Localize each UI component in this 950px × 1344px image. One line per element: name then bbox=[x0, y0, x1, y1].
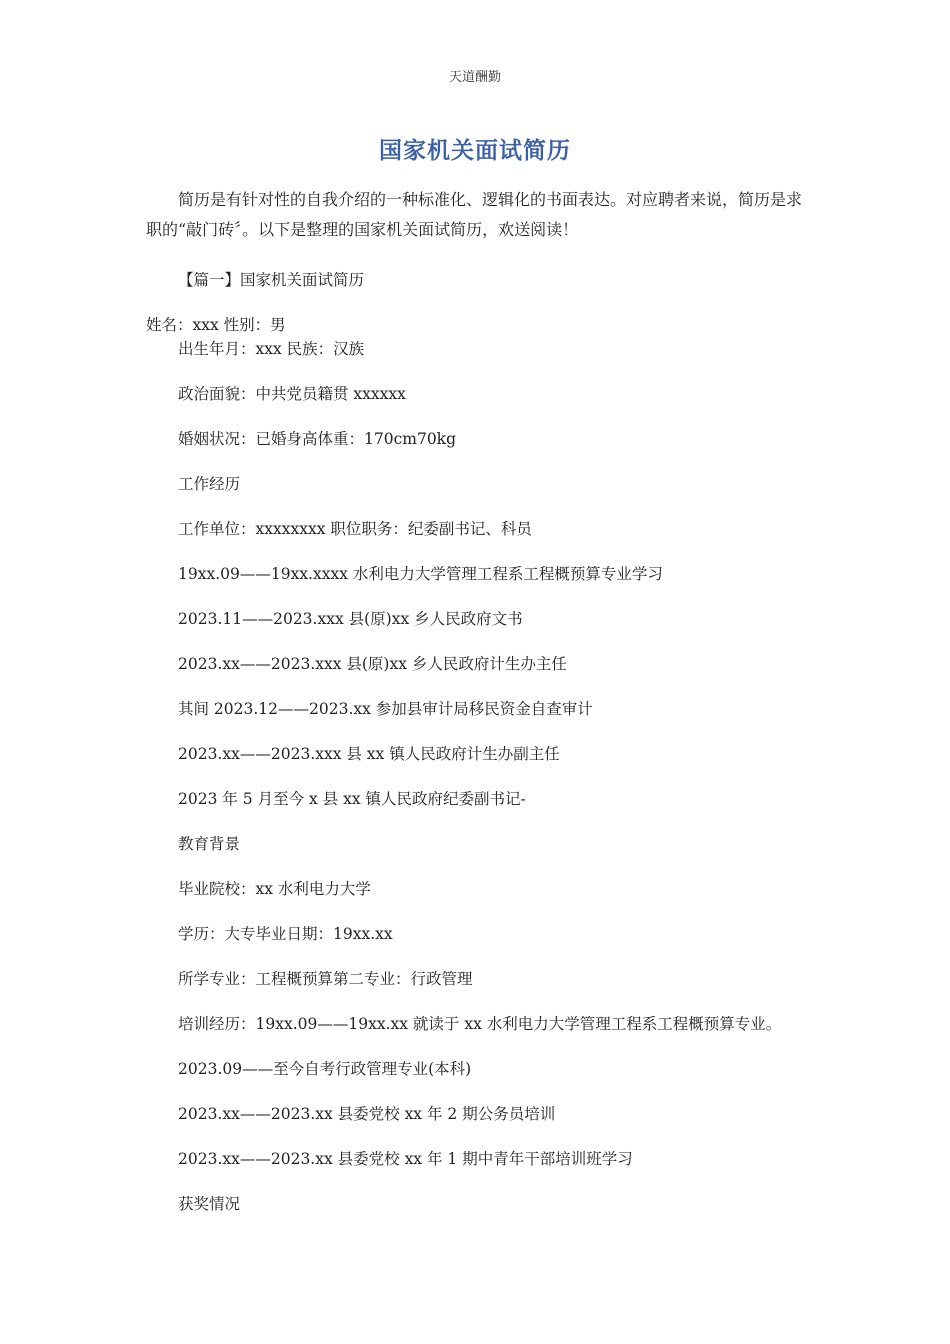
marital-height-line: 婚姻状况：已婚身高体重：170cm70kg bbox=[178, 430, 457, 448]
name-gender-line: 姓名：xxx 性别：男 bbox=[146, 316, 286, 334]
training-item: 2023.09——至今自考行政管理专业(本科) bbox=[178, 1060, 472, 1078]
work-item: 2023.xx——2023.xxx 县(原)xx 乡人民政府计生办主任 bbox=[178, 655, 567, 673]
work-item: 19xx.09——19xx.xxxx 水利电力大学管理工程系工程概预算专业学习 bbox=[178, 565, 663, 583]
work-item: 2023.xx——2023.xxx 县 xx 镇人民政府计生办副主任 bbox=[178, 745, 560, 763]
birth-ethnicity-line: 出生年月：xxx 民族：汉族 bbox=[178, 340, 365, 358]
education-item: 学历：大专毕业日期：19xx.xx bbox=[178, 925, 393, 943]
education-heading: 教育背景 bbox=[178, 835, 241, 853]
education-item: 毕业院校：xx 水利电力大学 bbox=[178, 880, 371, 898]
training-item: 培训经历：19xx.09——19xx.xx 就读于 xx 水利电力大学管理工程系工程概预算专业。 bbox=[178, 1015, 782, 1033]
section-heading: 【篇一】国家机关面试简历 bbox=[178, 271, 365, 289]
page-header: 天道酬勤 bbox=[448, 70, 501, 85]
awards-heading: 获奖情况 bbox=[178, 1195, 241, 1213]
work-item: 其间 2023.12——2023.xx 参加县审计局移民资金自查审计 bbox=[178, 700, 593, 718]
intro-paragraph: 简历是有针对性的自我介绍的一种标准化、逻辑化的书面表达。对应聘者来说，简历是求职的“敲门砖〞。以下是整理的国家机关面试简历，欢送阅读！ bbox=[146, 190, 803, 239]
political-status-line: 政治面貌：中共党员籍贯 xxxxxx bbox=[178, 385, 406, 403]
work-item: 2023 年 5 月至今 x 县 xx 镇人民政府纪委副书记- bbox=[178, 790, 526, 808]
training-item: 2023.xx——2023.xx 县委党校 xx 年 1 期中青年干部培训班学习 bbox=[178, 1150, 633, 1168]
training-item: 2023.xx——2023.xx 县委党校 xx 年 2 期公务员培训 bbox=[178, 1105, 556, 1123]
work-experience-heading: 工作经历 bbox=[178, 475, 241, 493]
work-item: 2023.11——2023.xxx 县(原)xx 乡人民政府文书 bbox=[178, 610, 523, 628]
education-item: 所学专业：工程概预算第二专业：行政管理 bbox=[178, 970, 473, 988]
document-title: 国家机关面试简历 bbox=[379, 138, 571, 164]
employer-line: 工作单位：xxxxxxxx 职位职务：纪委副书记、科员 bbox=[178, 520, 532, 538]
